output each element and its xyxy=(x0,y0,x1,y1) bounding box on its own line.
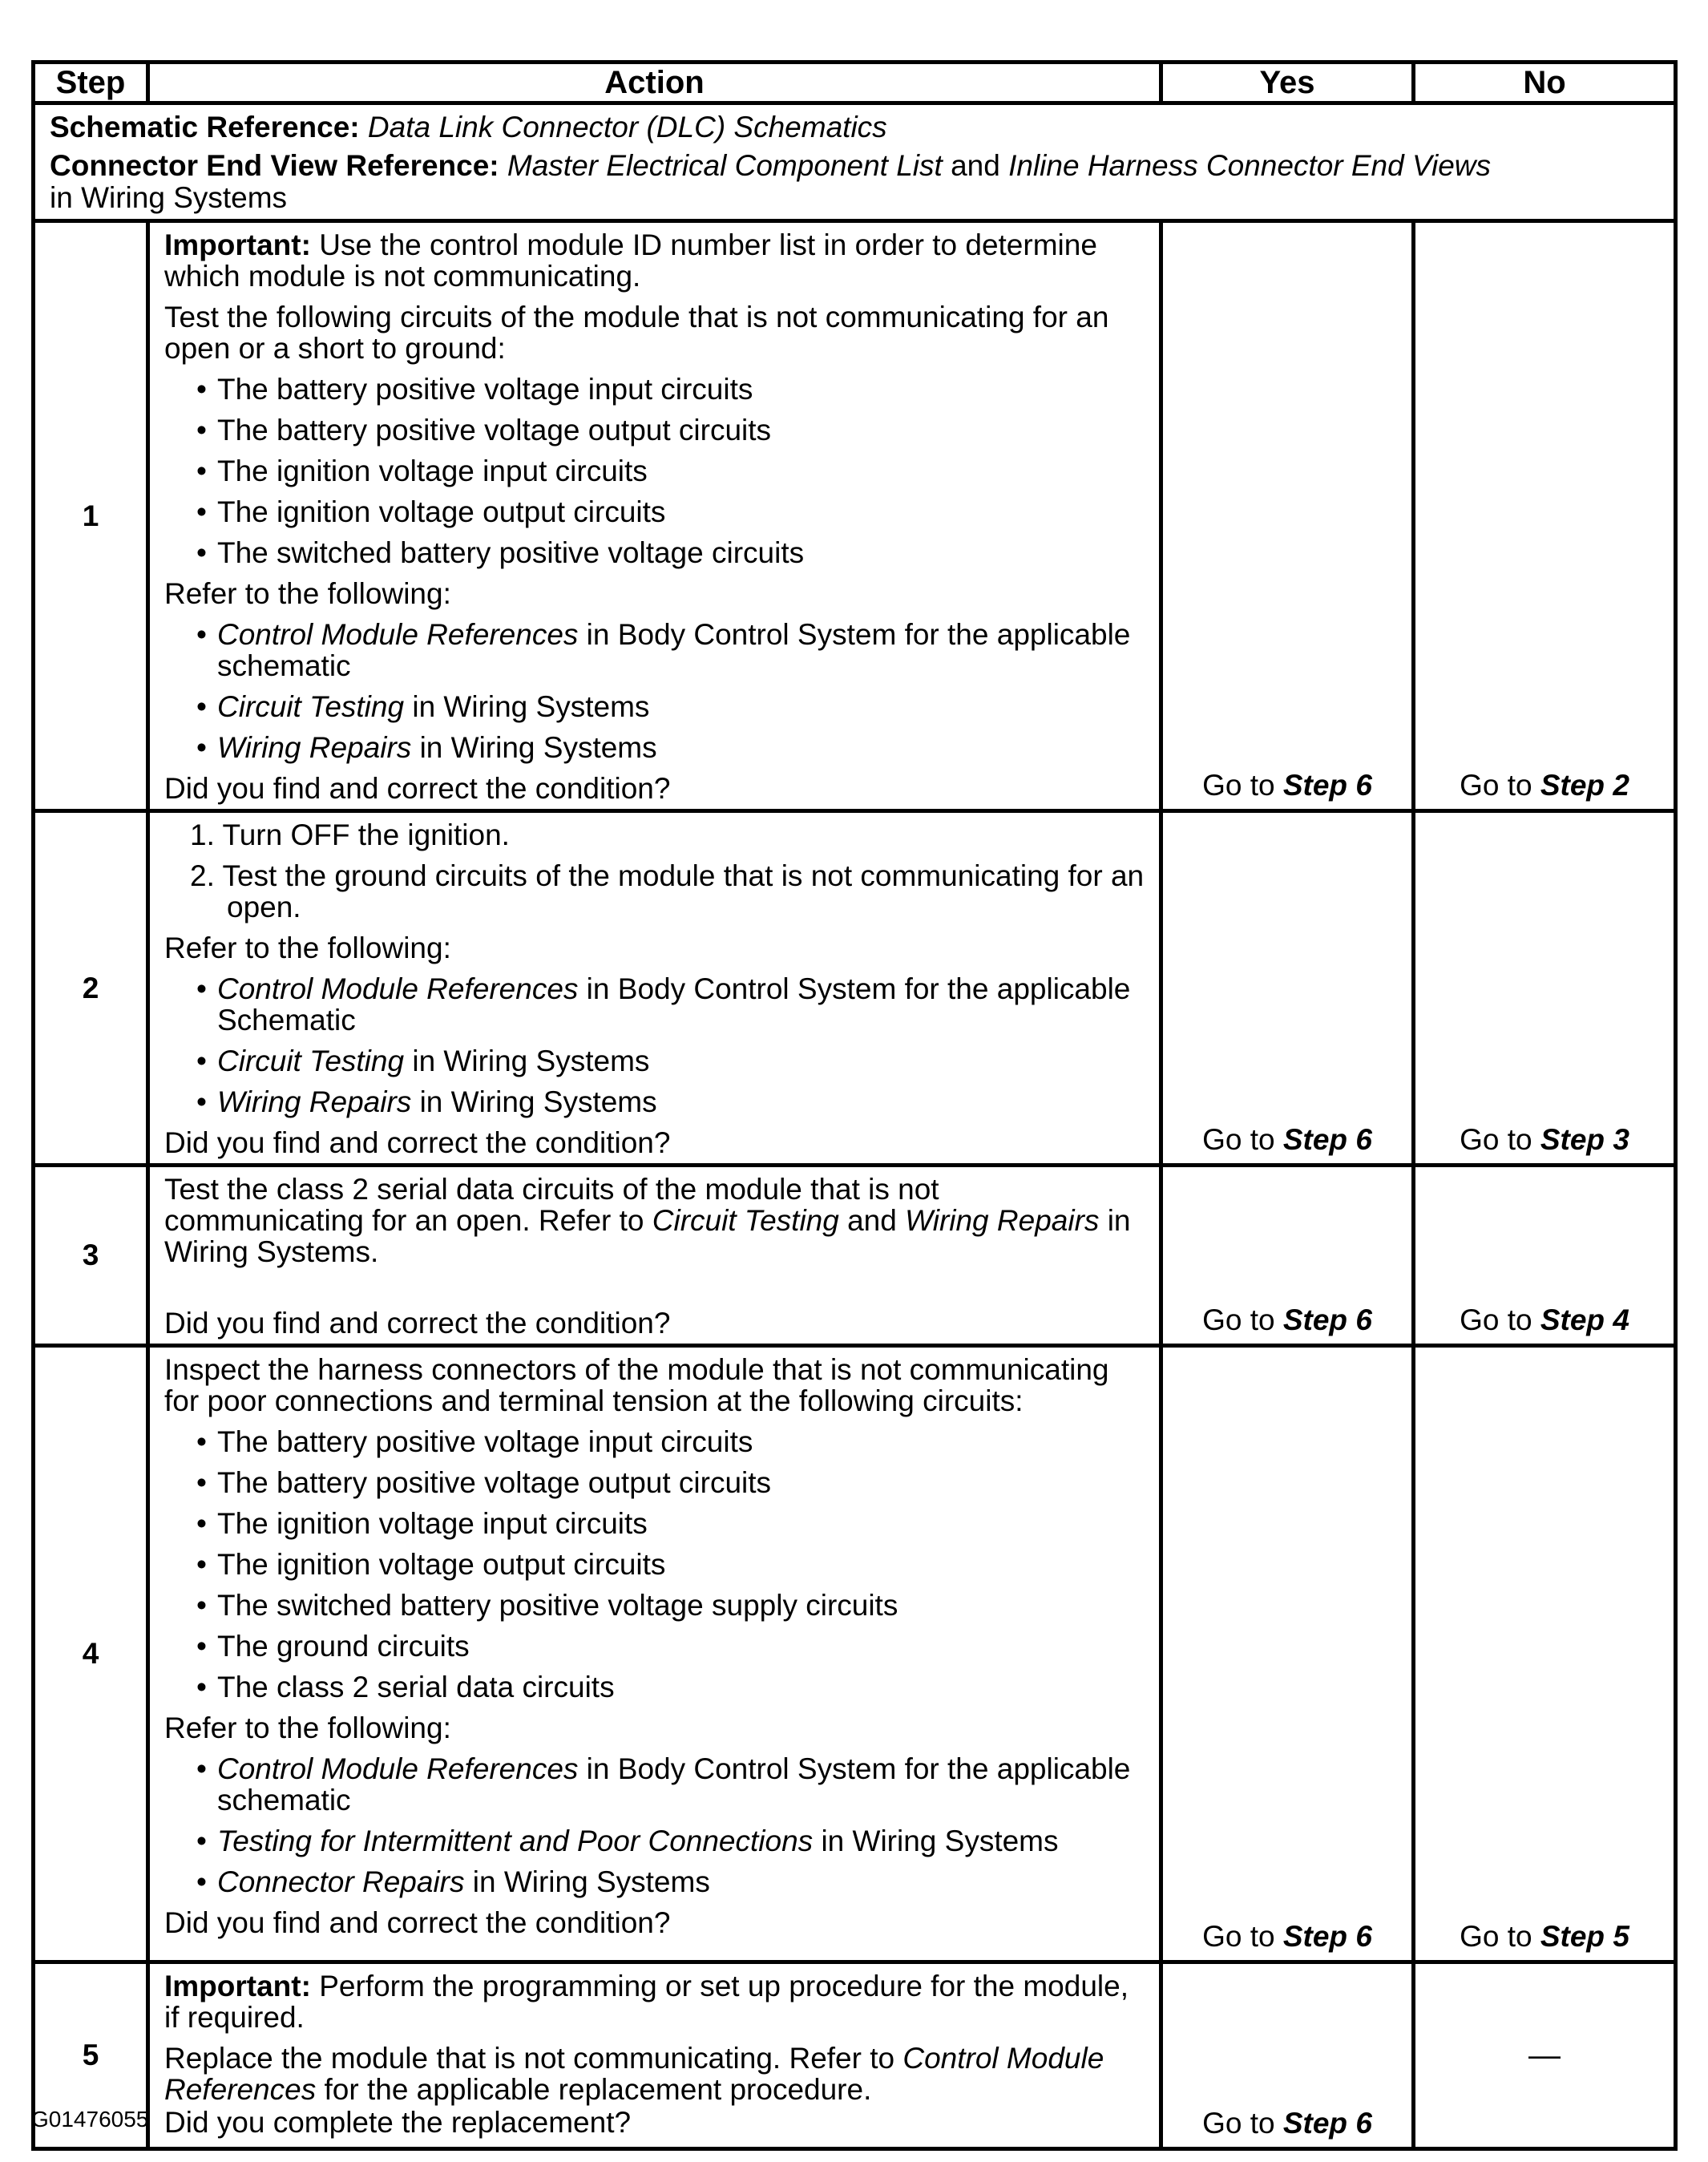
reference-list xyxy=(164,1753,1145,1897)
list-item: • Wiring Repairs in Wiring Systems xyxy=(164,1086,1145,1117)
list-item: • Testing for Intermittent and Poor Connections in Wiring Systems xyxy=(164,1825,1145,1857)
step-action xyxy=(148,1166,1161,1346)
step-action xyxy=(148,1962,1161,2149)
list-item: • Control Module References in Body Control System for the applicable schematic xyxy=(164,1753,1145,1816)
header-action: Action xyxy=(148,63,1161,103)
reference-list xyxy=(164,619,1145,763)
connector-reference: Connector End View Reference: Master Electrical Component List and Inline Harness Connector End Views in Wiring Systems xyxy=(50,149,1492,214)
list-item: 1. Turn OFF the ignition. xyxy=(190,818,510,851)
step-question: Did you find and correct the condition? xyxy=(164,1307,671,1340)
step-number: 5 xyxy=(34,1962,148,2149)
yes-cell: Go to Step 6 xyxy=(1161,221,1414,811)
yes-cell: Go to Step 6 xyxy=(1161,811,1414,1166)
header-no: No xyxy=(1414,63,1676,103)
step-question: Did you find and correct the condition? xyxy=(164,1906,671,1939)
step-question: Did you find and correct the condition? xyxy=(164,772,671,805)
list-item: 2. Test the ground circuits of the module that is not communicating for an open. xyxy=(190,859,1145,923)
no-cell: Go to Step 3 xyxy=(1414,811,1676,1166)
refer-label: Refer to the following: xyxy=(164,931,451,964)
header-row xyxy=(34,63,1676,103)
step-action xyxy=(148,811,1161,1166)
yes-goto: Step 6 xyxy=(1282,2107,1372,2140)
list-item: • Control Module References in Body Control System for the applicable schematic xyxy=(164,619,1145,681)
refer-label: Refer to the following: xyxy=(164,577,451,610)
step-number: 4 xyxy=(34,1346,148,1962)
step-row-2 xyxy=(34,811,1676,1166)
no-cell: Go to Step 2 xyxy=(1414,221,1676,811)
yes-goto: Step 6 xyxy=(1282,1123,1372,1156)
list-item: • Control Module References in Body Control System for the applicable Schematic xyxy=(164,973,1145,1036)
no-goto: Step 3 xyxy=(1540,1123,1629,1156)
step-number: 3 xyxy=(34,1166,148,1346)
no-cell: — xyxy=(1414,1962,1676,2149)
no-goto: Step 2 xyxy=(1540,769,1629,802)
step-action xyxy=(148,1346,1161,1962)
list-item: • The ignition voltage input circuits xyxy=(164,1508,1145,1539)
no-cell: Go to Step 5 xyxy=(1414,1346,1676,1962)
step-row-3 xyxy=(34,1166,1676,1346)
list-item: • The battery positive voltage input circuits xyxy=(164,374,1145,405)
refer-label: Refer to the following: xyxy=(164,1711,451,1744)
yes-goto: Step 6 xyxy=(1282,1303,1372,1336)
action-text: Replace the module that is not communicating. Refer to Control Module References for the applicable replacement procedure. xyxy=(164,2042,1104,2106)
reference-list xyxy=(164,973,1145,1117)
list-item: • The class 2 serial data circuits xyxy=(164,1671,1145,1703)
yes-goto: Step 6 xyxy=(1282,1920,1372,1953)
list-item: • The ignition voltage output circuits xyxy=(164,1549,1145,1580)
list-item: • The battery positive voltage output circuits xyxy=(164,414,1145,446)
list-item: • Circuit Testing in Wiring Systems xyxy=(164,1045,1145,1077)
no-goto: Step 5 xyxy=(1540,1920,1629,1953)
reference-cell xyxy=(34,103,1676,221)
action-text: Test the class 2 serial data circuits of the module that is not communicating for an open. Refer to Circuit Testing and Wiring Repairs in Wiring Systems. xyxy=(164,1173,1131,1268)
yes-goto: Step 6 xyxy=(1282,769,1372,802)
list-item: • The switched battery positive voltage circuits xyxy=(164,537,1145,568)
step-number: 2 xyxy=(34,811,148,1166)
step-question: Did you find and correct the condition? xyxy=(164,1126,671,1159)
schematic-reference-link: Data Link Connector (DLC) Schematics xyxy=(367,111,887,143)
important-note: Important: Perform the programming or set up procedure for the module, if required. xyxy=(164,1970,1129,2034)
no-cell: Go to Step 4 xyxy=(1414,1166,1676,1346)
list-item: • Circuit Testing in Wiring Systems xyxy=(164,691,1145,722)
reference-row xyxy=(34,103,1676,221)
step-row-1 xyxy=(34,221,1676,811)
step-action xyxy=(148,221,1161,811)
figure-id: G01476055 xyxy=(31,2107,149,2132)
step-number: 1 xyxy=(34,221,148,811)
important-note: Important: Use the control module ID number list in order to determine which module is not communicating. xyxy=(164,228,1097,293)
action-intro: Test the following circuits of the module that is not communicating for an open or a short to ground: xyxy=(164,301,1109,365)
action-intro: Inspect the harness connectors of the module that is not communicating for poor connections and terminal tension at the following circuits: xyxy=(164,1353,1109,1417)
connector-reference-link-2: Inline Harness Connector End Views xyxy=(1008,149,1492,182)
list-item: • The switched battery positive voltage supply circuits xyxy=(164,1590,1145,1621)
step-row-4 xyxy=(34,1346,1676,1962)
no-goto: Step 4 xyxy=(1540,1303,1629,1336)
diagnostic-table xyxy=(31,60,1678,2151)
circuit-list xyxy=(164,1426,1145,1703)
list-item: • Wiring Repairs in Wiring Systems xyxy=(164,732,1145,763)
list-item: • The battery positive voltage output circuits xyxy=(164,1467,1145,1498)
header-yes: Yes xyxy=(1161,63,1414,103)
list-item: • The ground circuits xyxy=(164,1631,1145,1662)
list-item: • The ignition voltage output circuits xyxy=(164,496,1145,527)
yes-cell: Go to Step 6 xyxy=(1161,1962,1414,2149)
numbered-list xyxy=(164,819,1145,923)
schematic-reference: Schematic Reference: Data Link Connector (DLC) Schematics xyxy=(50,111,887,143)
step-row-5 xyxy=(34,1962,1676,2149)
yes-cell: Go to Step 6 xyxy=(1161,1166,1414,1346)
list-item: • Connector Repairs in Wiring Systems xyxy=(164,1866,1145,1897)
connector-reference-link-1: Master Electrical Component List xyxy=(507,149,943,182)
yes-cell: Go to Step 6 xyxy=(1161,1346,1414,1962)
circuit-list xyxy=(164,374,1145,568)
list-item: • The ignition voltage input circuits xyxy=(164,455,1145,487)
header-step: Step xyxy=(34,63,148,103)
step-question: Did you complete the replacement? xyxy=(164,2106,632,2139)
list-item: • The battery positive voltage input circuits xyxy=(164,1426,1145,1457)
